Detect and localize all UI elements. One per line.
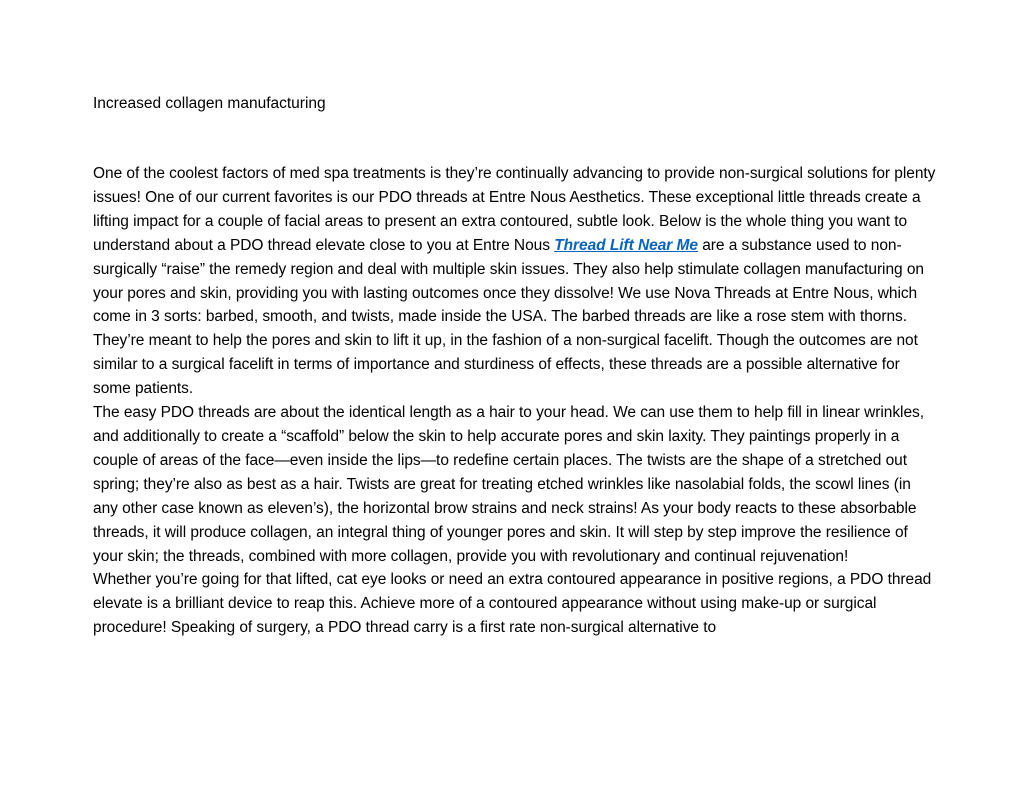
document-heading: Increased collagen manufacturing xyxy=(93,95,326,112)
paragraph-1-text-after-link: are a substance used to non-surgically “raise” the remedy region and deal with multiple skin issues. They also help stimulate collagen manufacturing on your pores and skin, providing you with lasting outcomes once they dissolve! We use Nova Threads at Entre Nous, which come in 3 sorts: barbed, smooth, and twists, made inside the USA. The barbed threads are like a rose stem with thorns. They’re meant to help the pores and skin to lift it up, in the fashion of a non-surgical facelift. Though the outcomes are not similar to a surgical facelift in terms of importance and sturdiness of effects, these threads are a possible alternative for some patients. xyxy=(93,236,924,398)
paragraph-1-text-before-link: One of the coolest factors of med spa treatments is they’re continually advancing to provide non-surgical solutions for plenty issues! One of our current favorites is our PDO threads at Entre Nous Aesthetics. These exceptional little threads create a lifting impact for a couple of facial areas to present an extra contoured, subtle look. Below is the whole thing you want to understand about a PDO thread elevate close to you at Entre Nous xyxy=(93,165,936,254)
paragraph-2: The easy PDO threads are about the identical length as a hair to your head. We can use them to help fill in linear wrinkles, and additionally to create a “scaffold” below the skin to help accurate pores and skin laxity. They paintings properly in a couple of areas of the face—even inside the lips—to redefine certain places. The twists are the shape of a stretched out spring; they’re also as best as a hair. Twists are great for treating etched wrinkles like nasolabial folds, the scowl lines (in any other case known as eleven’s), the horizontal brow strains and neck strains! As your body reacts to these absorbable threads, it will produce collagen, an integral thing of younger pores and skin. It will step by step improve the resilience of your skin; the threads, combined with more collagen, provide you with revolutionary and continual rejuvenation! xyxy=(93,404,924,565)
document-page xyxy=(93,92,939,640)
paragraph-1 xyxy=(93,162,939,401)
thread-lift-near-me-link[interactable]: Thread Lift Near Me xyxy=(554,236,698,254)
paragraph-3: Whether you’re going for that lifted, cat eye looks or need an extra contoured appearance in positive regions, a PDO thread elevate is a brilliant device to reap this. Achieve more of a contoured appearance without using make-up or surgical procedure! Speaking of surgery, a PDO thread carry is a first rate non-surgical alternative to xyxy=(93,571,932,637)
